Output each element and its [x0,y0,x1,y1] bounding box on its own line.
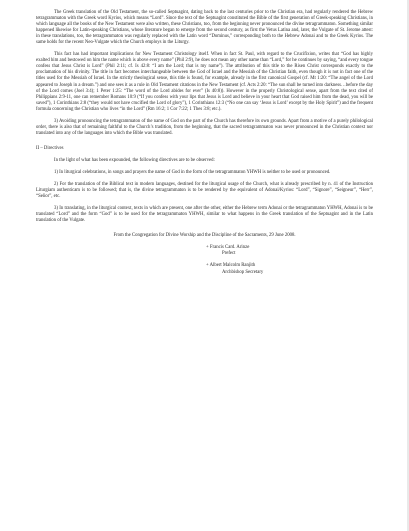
closing-line: From the Congregation for Divine Worship and the Discipline of the Sacraments, 29 June 2008. [113,233,296,239]
signature-title-secretary: Archbishop Secretary [222,269,264,275]
signature-name-secretary: + Albert Malcolm Ranjith [206,263,256,269]
paragraph-septuagint: The Greek translation of the Old Testament, the so-called Septuagint, dating back to the last centuries prior to the Christian era, had regularly rendered the Hebrew tetragrammaton with the Greek word Kyrios, which means “Lord”. Since the text of the Septuagint constituted the Bible of the first generation of Greek-speaking Christians, in which language all the books of the New Testament were also written, these Christians, too, from the beginning never pronounced the divine tetragrammaton. Something similar happened likewise for Latin-speaking Christians, whose literature began to emerge from the second century, as first the Vetus Latina and, later, the Vulgate of St. Jerome attest: in these translations, too, the tetragrammaton was regularly replaced with the Latin word “Dominus,” corresponding both to the Hebrew Adonai and to the Greek Kyrios. The same holds for the recent Neo-Vulgate which the Church employs in the Liturgy. [36,10,373,46]
directive-2: 2) For the translation of the Biblical text in modern languages, destined for the liturgical usage of the Church, what is already prescribed by n. 41 of the Instruction Liturgiam authenticam is to be followed; that is, the divine tetragrammaton is to be rendered by the equivalent of Adonai/Kyrios: “Lord”, “Signore”, “Seigneur”, “Herr”, “Señor”, etc. [36,182,373,200]
directive-1: 1) In liturgical celebrations, in songs and prayers the name of God in the form of the tetragrammaton YHWH is neither to be used or pronounced. [54,169,331,175]
paragraph-avoiding-pronunciation: 3) Avoiding pronouncing the tetragrammaton of the name of God on the part of the Church has therefore its own grounds. Apart from a motive of a purely philological order, there is also that of remaining faithful to the Church’s tradition, from the beginning, that the sacred tetragrammaton was never pronounced in the Christian context nor translated into any of the languages into which the Bible was translated. [36,118,373,136]
directives-intro: In the light of what has been expounded, the following directives are to be observed: [54,157,215,163]
section-heading: II – Directives [36,145,64,151]
paragraph-christology: This fact has had important implications for New Testament Christology itself. When in fact St. Paul, with regard to the Crucifixion, writes that “God has highly exalted him and bestowed on him the name which is above every name” (Phil 2:9), he does not mean any other name than “Lord,” for he continues by saying, “and every tongue confess that Jesus Christ is Lord” (Phil 2:11; cf. Is 42:8: “I am the Lord; that is my name”). The attribution of this title to the Risen Christ corresponds exactly to the proclamation of his divinity. The title in fact becomes interchangeable between the God of Israel and the Messiah of the Christian faith, even though it is not in fact one of the titles used for the Messiah of Israel. In the strictly theological sense, this title is found, for example, already in the first canonical Gospel (cf. Mt 1:20: “The angel of the Lord appeared to Joseph in a dream.”) and one sees it as a rule in Old Testament citations in the New Testament (cf. Acts 2:20: “The sun shall be turned into darkness…before the day of the Lord comes (Joel 3:4); 1 Peter 1:25: “The word of the Lord abides for ever” (Is 40:8)). However in the properly Christological sense, apart from the text cited of Philippians 2:9-11, one can remember Romans 10:9 (“If you confess with your lips that Jesus is Lord and believe in your heart that God raised him from the dead, you will be saved”), 1 Corinthians 2:8 (“they would not have crucified the Lord of glory”), 1 Corinthians 12:3 (“No one can say ‘Jesus is Lord’ except by the Holy Spirit”) and the frequent formula concerning the Christian who lives “in the Lord” (Rm 16:2; 1 Cor 7:22; 1 Thes 3:8; etc.). [36,52,373,112]
signature-name-prefect: + Francis Card. Arinze [206,245,250,251]
directive-3: 3) In translating, in the liturgical context, texts in which are present, one after the other, either the Hebrew term Adonai or the tetragrammaton YHWH, Adonai is to be translated “Lord” and the form “God” is to be used for the tetragrammaton YHWH, similar to what happens in the Greek translation of the Septuagint and in the Latin translation of the Vulgate. [36,206,373,224]
signature-title-prefect: Prefect [222,251,236,257]
